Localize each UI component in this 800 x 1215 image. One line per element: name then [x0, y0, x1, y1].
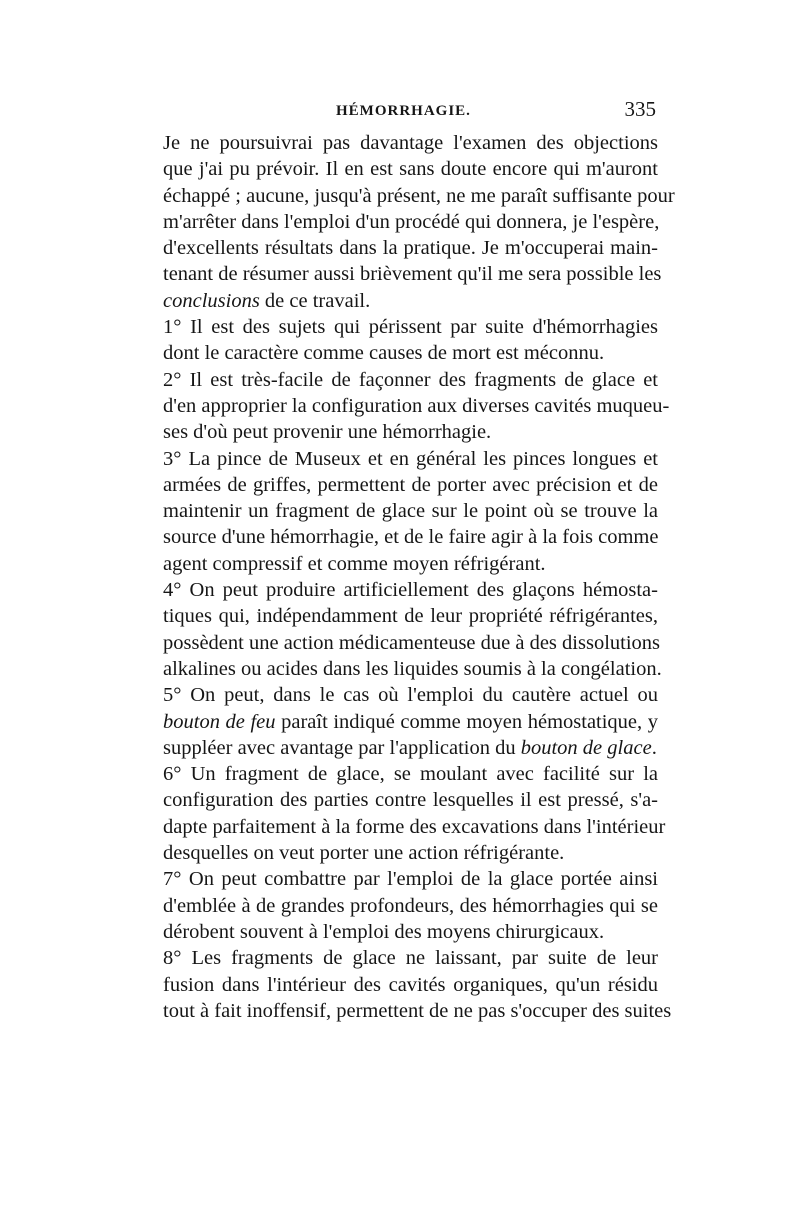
- text-segment: suppléer avec avantage par l'application du: [163, 736, 521, 759]
- text-segment: 7° On peut combattre par l'emploi de la glace portée ainsi: [163, 868, 658, 891]
- text-line: [144, 761, 658, 787]
- text-line: [144, 945, 658, 971]
- italic-text: bouton de glace: [520, 736, 652, 759]
- text-segment: 2° Il est très-facile de façonner des fragments de glace et: [163, 368, 658, 391]
- text-segment: tenant de résumer aussi brièvement qu'il me sera possible les: [163, 263, 662, 286]
- text-segment: tiques qui, indépendamment de leur propriété réfrigérantes,: [163, 605, 658, 628]
- text-segment: .: [651, 736, 657, 759]
- text-segment: 1° Il est des sujets qui périssent par suite d'hémorrhagies: [163, 316, 658, 339]
- text-line: [144, 393, 670, 419]
- text-line: [144, 156, 658, 182]
- text-line: [144, 998, 672, 1024]
- text-segment: 3° La pince de Museux et en général les pinces longues et: [163, 447, 658, 470]
- text-line: [144, 709, 658, 735]
- text-line: [144, 735, 658, 761]
- italic-text: conclusions: [163, 289, 260, 312]
- text-segment: tout à fait inoffensif, permettent de ne pas s'occuper des suites: [163, 999, 672, 1022]
- text-segment: 8° Les fragments de glace ne laissant, par suite de leur: [163, 947, 658, 970]
- text-segment: 4° On peut produire artificiellement des glaçons hémosta-: [163, 579, 658, 602]
- text-line: [144, 472, 658, 498]
- paragraph: [144, 446, 658, 577]
- text-segment: paraît indiqué comme moyen hémostatique, y: [275, 710, 658, 733]
- text-segment: ses d'où peut provenir une hémorrhagie.: [163, 421, 492, 444]
- text-segment: 5° On peut, dans le cas où l'emploi du cautère actuel ou: [163, 684, 658, 707]
- text-segment: source d'une hémorrhagie, et de le faire agir à la fois comme: [163, 526, 659, 549]
- text-segment: d'excellents résultats dans la pratique. Je m'occuperai main-: [163, 237, 658, 260]
- paragraph: [144, 130, 675, 314]
- text-line: [144, 209, 658, 235]
- text-line: [144, 524, 658, 550]
- text-segment: de ce travail.: [259, 289, 371, 312]
- text-line: [144, 367, 658, 393]
- text-line: [144, 235, 658, 261]
- text-segment: desquelles on veut porter une action réfrigérante.: [163, 842, 565, 865]
- text-line: [144, 577, 658, 603]
- text-line: [144, 261, 662, 287]
- paragraph: [144, 945, 672, 1024]
- text-line: [144, 866, 658, 892]
- text-segment: possèdent une action médicamenteuse due à des dissolutions: [163, 631, 661, 654]
- text-line: [144, 893, 658, 919]
- text-line: [144, 340, 658, 366]
- text-line: [144, 314, 658, 340]
- text-line: [144, 630, 661, 656]
- running-title: HÉMORRHAGIE.: [336, 103, 471, 119]
- text-segment: que j'ai pu prévoir. Il en est sans doute encore qui m'auront: [163, 158, 658, 181]
- text-segment: Je ne poursuivrai pas davantage l'examen des objections: [163, 132, 658, 154]
- text-segment: m'arrêter dans l'emploi d'un procédé qui donnera, je l'espère,: [163, 210, 660, 233]
- text-line: [144, 183, 675, 209]
- paragraph: [144, 367, 670, 446]
- text-segment: armées de griffes, permettent de porter avec précision et de: [163, 473, 658, 496]
- text-line: [144, 787, 658, 813]
- text-line: [144, 840, 658, 866]
- text-line: [144, 419, 658, 445]
- text-segment: dapte parfaitement à la forme des excavations dans l'intérieur: [163, 815, 666, 838]
- text-segment: fusion dans l'intérieur des cavités organiques, qu'un résidu: [163, 973, 658, 996]
- text-segment: échappé ; aucune, jusqu'à présent, ne me paraît suffisante pour: [163, 184, 675, 207]
- italic-text: bouton de feu: [163, 710, 276, 733]
- text-line: [144, 551, 658, 577]
- text-segment: dont le caractère comme causes de mort est méconnu.: [163, 342, 605, 365]
- text-segment: alkalines ou acides dans les liquides soumis à la congélation.: [163, 657, 662, 680]
- paragraph: [144, 866, 658, 945]
- text-segment: configuration des parties contre lesquelles il est pressé, s'a-: [163, 789, 658, 812]
- text-line: [144, 972, 658, 998]
- text-line: [144, 446, 658, 472]
- paragraph: [144, 314, 658, 367]
- paragraph: [144, 761, 666, 866]
- page-number: 335: [624, 97, 656, 121]
- text-line: [144, 498, 658, 524]
- paragraph: [144, 682, 658, 761]
- text-line: [144, 682, 658, 708]
- text-line: [144, 656, 662, 682]
- page-header: [144, 97, 658, 127]
- text-segment: d'emblée à de grandes profondeurs, des hémorrhagies qui se: [163, 894, 658, 917]
- text-segment: maintenir un fragment de glace sur le point où se trouve la: [163, 500, 658, 523]
- text-segment: dérobent souvent à l'emploi des moyens chirurgicaux.: [163, 920, 605, 943]
- text-segment: d'en approprier la configuration aux diverses cavités muqueu-: [163, 394, 670, 417]
- text-segment: agent compressif et comme moyen réfrigérant.: [163, 552, 546, 575]
- text-line: [144, 603, 658, 629]
- text-segment: 6° Un fragment de glace, se moulant avec facilité sur la: [163, 763, 658, 786]
- text-line: [144, 130, 658, 156]
- text-line: [144, 919, 658, 945]
- text-line: [144, 288, 658, 314]
- body-text: [144, 130, 675, 1024]
- text-line: [144, 814, 666, 840]
- paragraph: [144, 577, 662, 682]
